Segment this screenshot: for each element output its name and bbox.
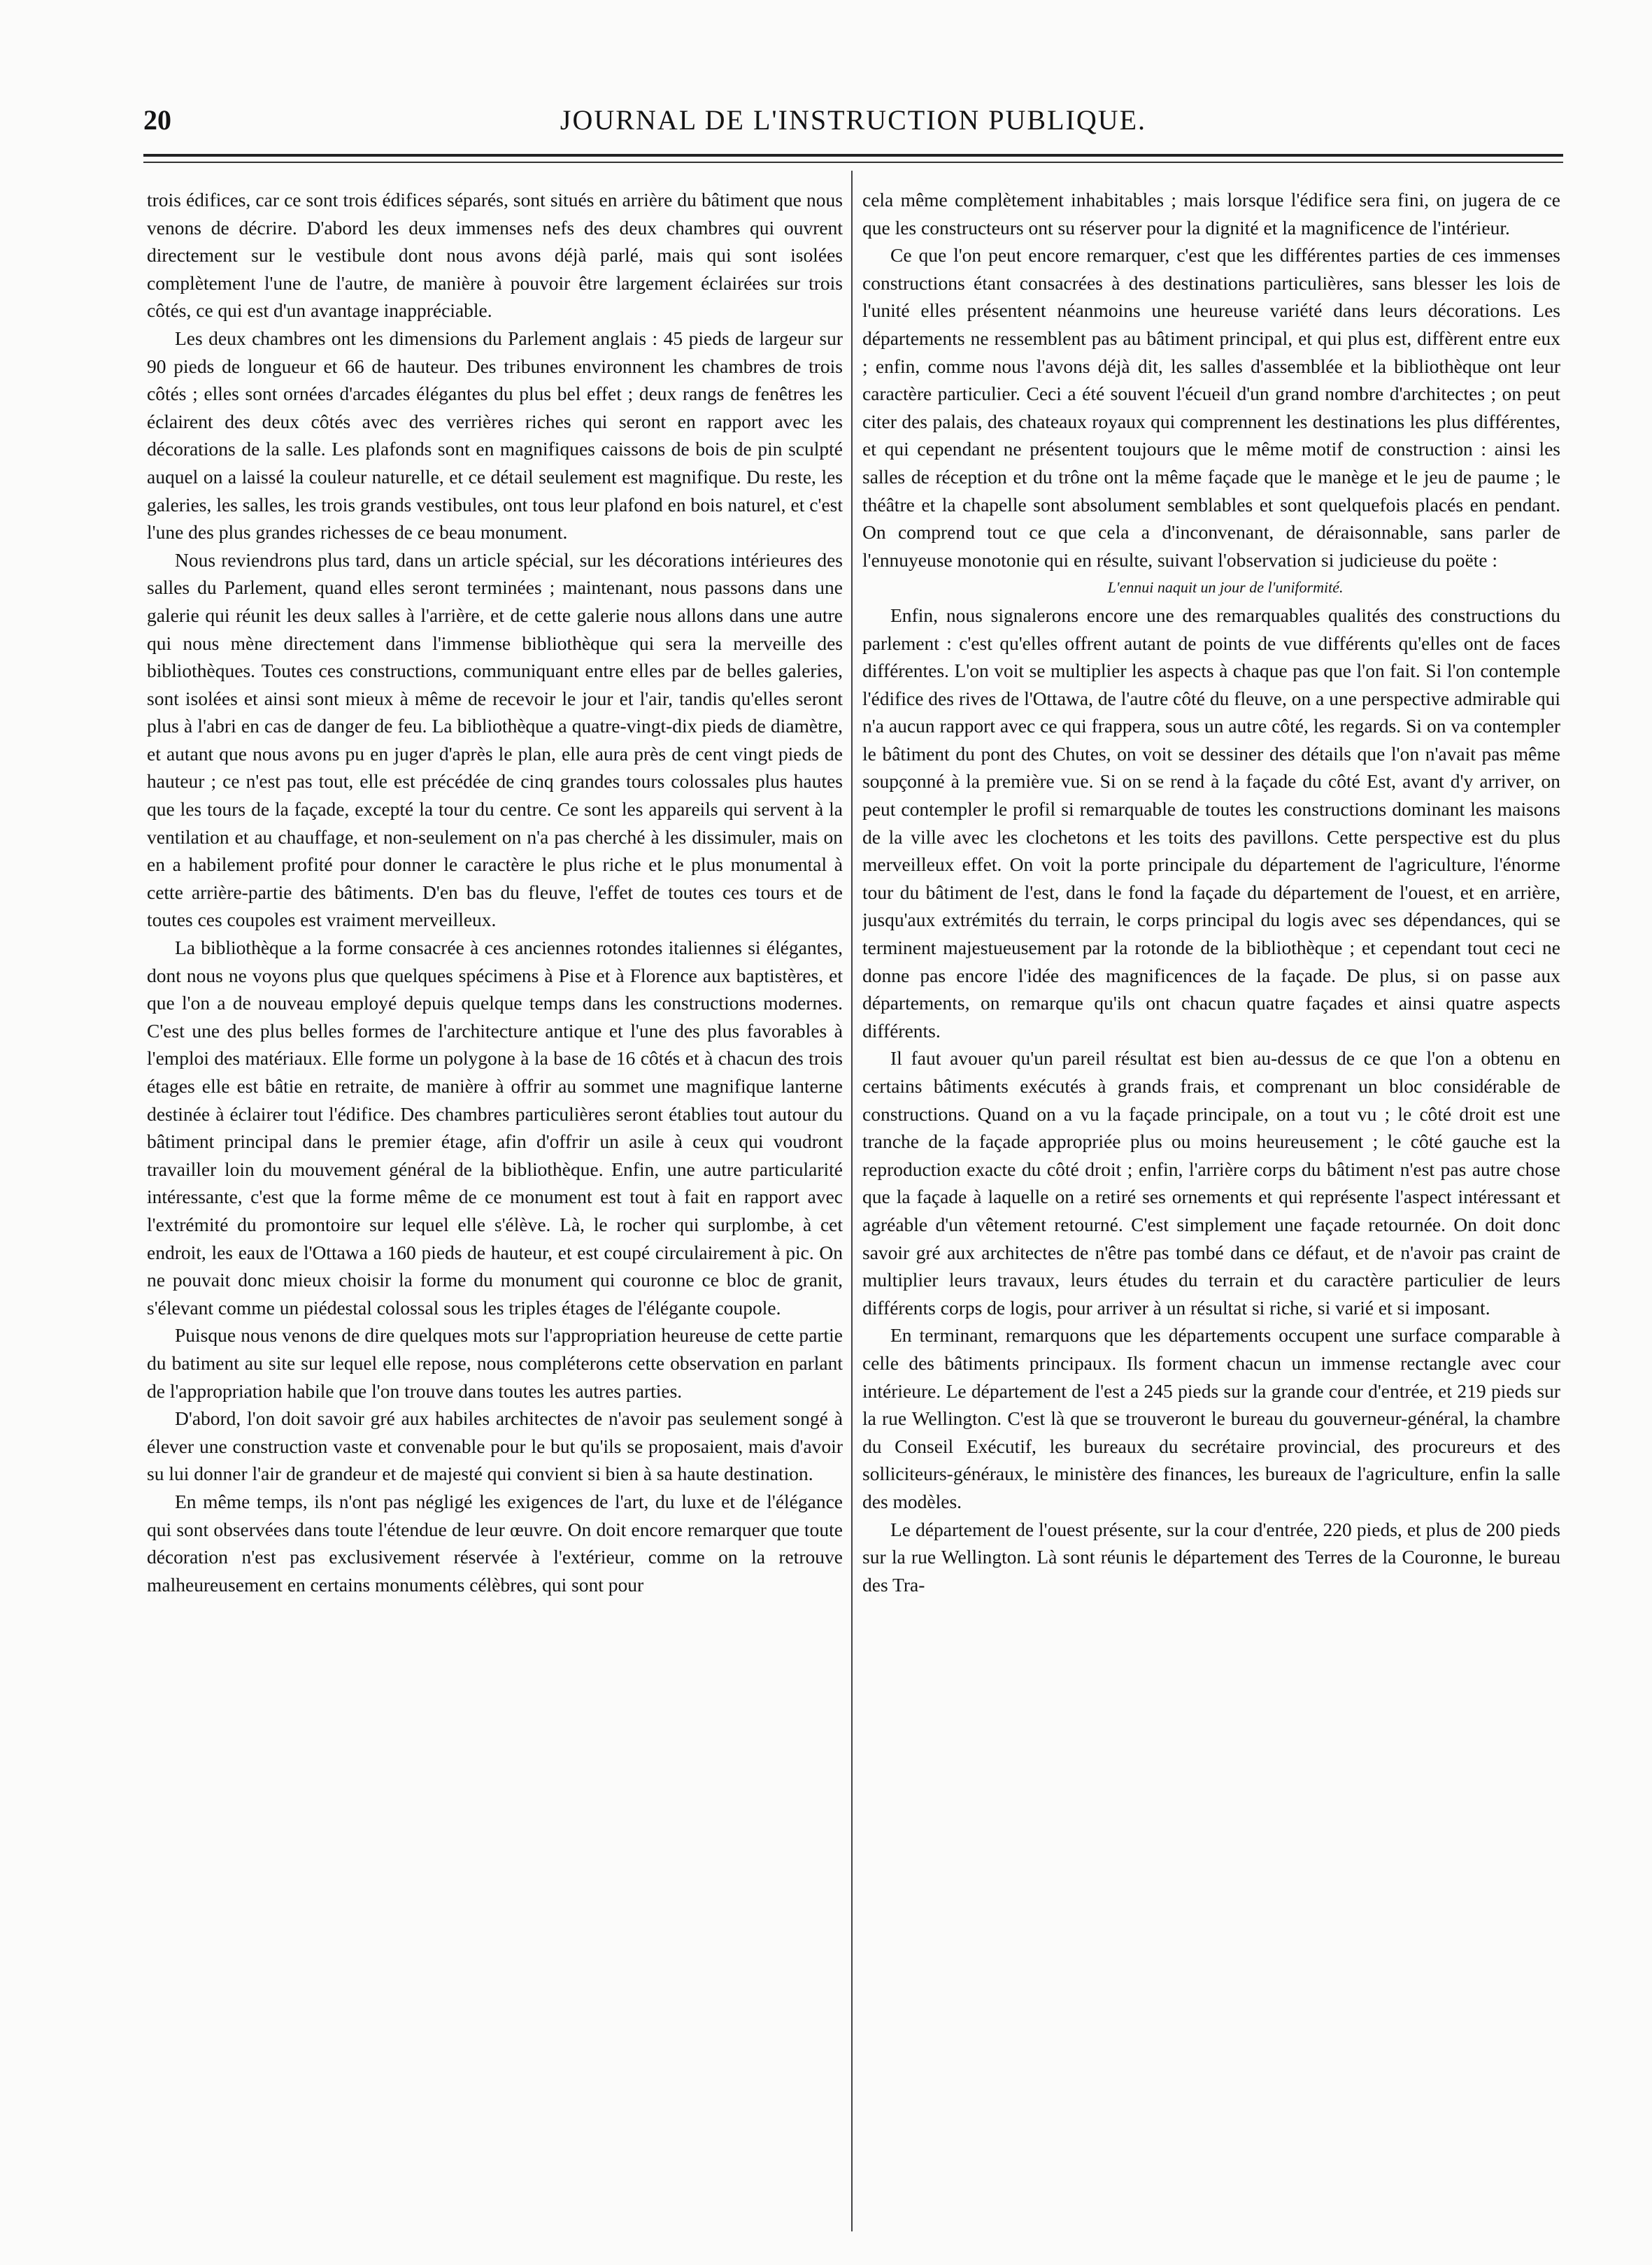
page-number: 20	[143, 104, 171, 136]
paragraph: trois édifices, car ce sont trois édifices séparés, sont situés en arrière du bâtiment que nous venons de décrire. D'abord les deux immenses nefs des deux chambres qui ouvrent directement sur le vestibule dont nous avons déjà parlé, mais qui sont isolées complètement l'une de l'autre, de manière à pouvoir être largement éclairées sur trois côtés, ce qui est d'un avantage inappréciable.	[147, 189, 843, 322]
column-divider	[851, 171, 853, 2231]
header-rule-thick	[143, 154, 1563, 157]
header-rule-thin	[143, 162, 1563, 163]
paragraph: D'abord, l'on doit savoir gré aux habiles architectes de n'avoir pas seulement songé à élever une construction vaste et convenable pour le but qu'ils se proposaient, mais d'avoir su lui donner l'air de grandeur et de majesté qui convient si bien à sa haute destination.	[147, 1407, 843, 1485]
paragraph: En même temps, ils n'ont pas négligé les exigences de l'art, du luxe et de l'élégance qui sont observées dans toute l'étendue de leur œuvre. On doit encore remarquer que toute décoration n'est pas exclusivement réservée à l'extérieur, comme on la retrouve malheureusement en certains monuments célèbres, qui sont pour	[147, 1490, 843, 1596]
paragraph: cela même complètement inhabitables ; mais lorsque l'édifice sera fini, on jugera de ce que les constructeurs ont su réserver pour la dignité et la magnificence de l'intérieur.	[862, 189, 1560, 239]
paragraph: Il faut avouer qu'un pareil résultat est bien au-dessus de ce que l'on a obtenu en certains bâtiments exécutés à grands frais, et comprenant un bloc considérable de constructions. Quand on a vu la façade principale, on a tout vu ; le côté droit est une tranche de la façade appropriée plus ou moins heureusement ; le côté gauche est la reproduction exacte du côté droit ; enfin, l'arrière corps du bâtiment n'est pas autre chose que la façade à laquelle on a retiré ses ornements et qui représente l'aspect intéressant et agréable d'un vêtement retourné. C'est simplement une façade retournée. On doit donc savoir gré aux architectes de n'être pas tombé dans ce défaut, et de n'avoir pas craint de multiplier leurs travaux, leurs études du terrain et du caractère particulier de leurs différents corps de logis, pour arriver à un résultat si riche, si varié et si imposant.	[862, 1047, 1560, 1319]
right-column	[862, 186, 1560, 2243]
journal-title: JOURNAL DE L'INSTRUCTION PUBLIQUE.	[560, 104, 1147, 136]
paragraph: Ce que l'on peut encore remarquer, c'est que les différentes parties de ces immenses constructions étant consacrées à des destinations particulières, sans blesser les lois de l'unité elles présentent néanmoins une heureuse variété dans leurs décorations. Les départements ne ressemblent pas au bâtiment principal, et qui plus est, diffèrent entre eux ; enfin, comme nous l'avons déjà dit, les salles d'assemblée et la bibliothèque ont leur caractère particulier. Ceci a été souvent l'écueil d'un grand nombre d'architectes ; on peut citer des palais, des chateaux royaux qui comprennent les destinations les plus différentes, et qui cependant ne présentent toujours que le même motif de construction : ainsi les salles de réception et du trône ont la même façade que le manège et le jeu de paume ; le théâtre et la chapelle sont absolument semblables et sont quelquefois placés en pendant. On comprend tout ce que cela a d'inconvenant, de déraisonnable, sans parler de l'ennuyeuse monotonie qui en résulte, suivant l'observation si judicieuse du poëte :	[862, 244, 1560, 571]
paragraph: Les deux chambres ont les dimensions du Parlement anglais : 45 pieds de largeur sur 90 pieds de longueur et 66 de hauteur. Des tribunes environnent les chambres de trois côtés ; elles sont ornées d'arcades élégantes du plus bel effet ; deux rangs de fenêtres les éclairent des deux côtés avec des verrières riches qui seront en rapport avec les décorations de la salle. Les plafonds sont en magnifiques caissons de bois de pin sculpté auquel on a laissé la couleur naturelle, et ce détail seulement est magnifique. Du reste, les galeries, les salles, les trois grands vestibules, ont tous leur plafond en bois naturel, et c'est l'une des plus grandes richesses de ce beau monument.	[147, 327, 843, 544]
verse-quote: L'ennui naquit un jour de l'uniformité.	[1107, 578, 1344, 597]
paragraph: Puisque nous venons de dire quelques mots sur l'appropriation heureuse de cette partie du batiment au site sur lequel elle repose, nous compléterons cette observation en parlant de l'appropriation habile que l'on trouve dans toutes les autres parties.	[147, 1324, 843, 1402]
paragraph: En terminant, remarquons que les départements occupent une surface comparable à celle des bâtiments principaux. Ils forment chacun un immense rectangle avec cour intérieure. Le département de l'est a 245 pieds sur la grande cour d'entrée, et 219 pieds sur la rue Wellington. C'est là que se trouveront le bureau du gouverneur-général, la chambre du Conseil Exécutif, les bureaux du secrétaire provincial, des procureurs et des solliciteurs-généraux, le ministère des finances, les bureaux de l'agriculture, enfin la salle des modèles.	[862, 1324, 1560, 1512]
paragraph: Le département de l'ouest présente, sur la cour d'entrée, 220 pieds, et plus de 200 pieds sur la rue Wellington. Là sont réunis le département des Terres de la Couronne, le bureau des Tra-	[862, 1518, 1560, 1596]
paragraph: Nous reviendrons plus tard, dans un article spécial, sur les décorations intérieures des salles du Parlement, quand elles seront terminées ; maintenant, nous passons dans une galerie qui réunit les deux salles à l'arrière, et de cette galerie nous allons dans une autre qui nous mène directement dans l'immense bibliothèque qui sera la merveille des bibliothèques. Toutes ces constructions, communiquant entre elles par de belles galeries, sont isolées et ainsi sont mieux à même de recevoir le jour et l'air, tandis qu'elles seront plus à l'abri en cas de danger de feu. La bibliothèque a quatre-vingt-dix pieds de diamètre, et autant que nous avons pu en juger d'après le plan, elle aura près de cent vingt pieds de hauteur ; ce n'est pas tout, elle est précédée de cinq grandes tours colossales plus hautes que les tours de la façade, excepté la tour du centre. Ce sont les appareils qui servent à la ventilation et au chauffage, et non-seulement on n'a pas cherché à les dissimuler, mais on en a habilement profité pour donner le caractère le plus riche et le plus monumental à cette arrière-partie des bâtiments. D'en bas du fleuve, l'effet de toutes ces tours et de toutes ces coupoles est vraiment merveilleux.	[147, 548, 843, 931]
paragraph: La bibliothèque a la forme consacrée à ces anciennes rotondes italiennes si élégantes, dont nous ne voyons plus que quelques spécimens à Pise et à Florence aux baptistères, et que l'on a de nouveau employé depuis quelque temps dans les constructions modernes. C'est une des plus belles formes de l'architecture antique et l'une des plus favorables à l'emploi des matériaux. Elle forme un polygone à la base de 16 côtés et à chacun des trois étages elle est bâtie en retraite, de manière à offrir au sommet une magnifique lanterne destinée à éclairer tout l'édifice. Des chambres particulières seront établies tout autour du bâtiment principal dans le premier étage, afin d'offrir un asile à ceux qui voudront travailler loin du mouvement général de la bibliothèque. Enfin, une autre particularité intéressante, c'est que la forme même de ce monument est tout à fait en rapport avec l'extrémité du promontoire sur lequel elle s'élève. Là, le rocher qui surplombe, à cet endroit, les eaux de l'Ottawa a 160 pieds de hauteur, et est coupé circulairement à pic. On ne pouvait donc mieux choisir la forme du monument qui couronne ce bloc de granit, s'élevant comme un piédestal colossal sous les triples étages de l'élégante coupole.	[147, 937, 843, 1319]
paragraph: Enfin, nous signalerons encore une des remarquables qualités des constructions du parlement : c'est qu'elles offrent autant de points de vue différents qu'elles ont de faces différentes. L'on voit se multiplier les aspects à chaque pas que l'on fait. Si l'on contemple l'édifice des rives de l'Ottawa, de l'autre côté du fleuve, on a une perspective admirable qui n'a aucun rapport avec ce qui frappera, sous un autre côté, les regards. Si on va contempler le bâtiment du pont des Chutes, on voit se dessiner des détails que l'on n'avait pas même soupçonné à la première vue. Si on se rend à la façade du côté Est, avant d'y arriver, on peut contempler le profil si remarquable de toutes les constructions dominant les maisons de la ville avec les clochetons et les toits des pavillons. Cette perspective est du plus merveilleux effet. On voit la porte principale du département de l'agriculture, l'énorme tour du bâtiment de l'est, dans le fond la façade du département de l'ouest, et en arrière, jusqu'aux extrémités du terrain, le corps principal du logis avec ses dépendances, qui se terminent majestueusement par la rotonde de la bibliothèque ; et cependant tout ceci ne donne pas encore l'idée des magnificences de la façade. De plus, si on passe aux départements, on remarque qu'ils ont chacun quatre façades et ainsi quatre aspects différents.	[862, 604, 1560, 1042]
page-header	[143, 104, 1563, 145]
left-column	[147, 186, 843, 2243]
